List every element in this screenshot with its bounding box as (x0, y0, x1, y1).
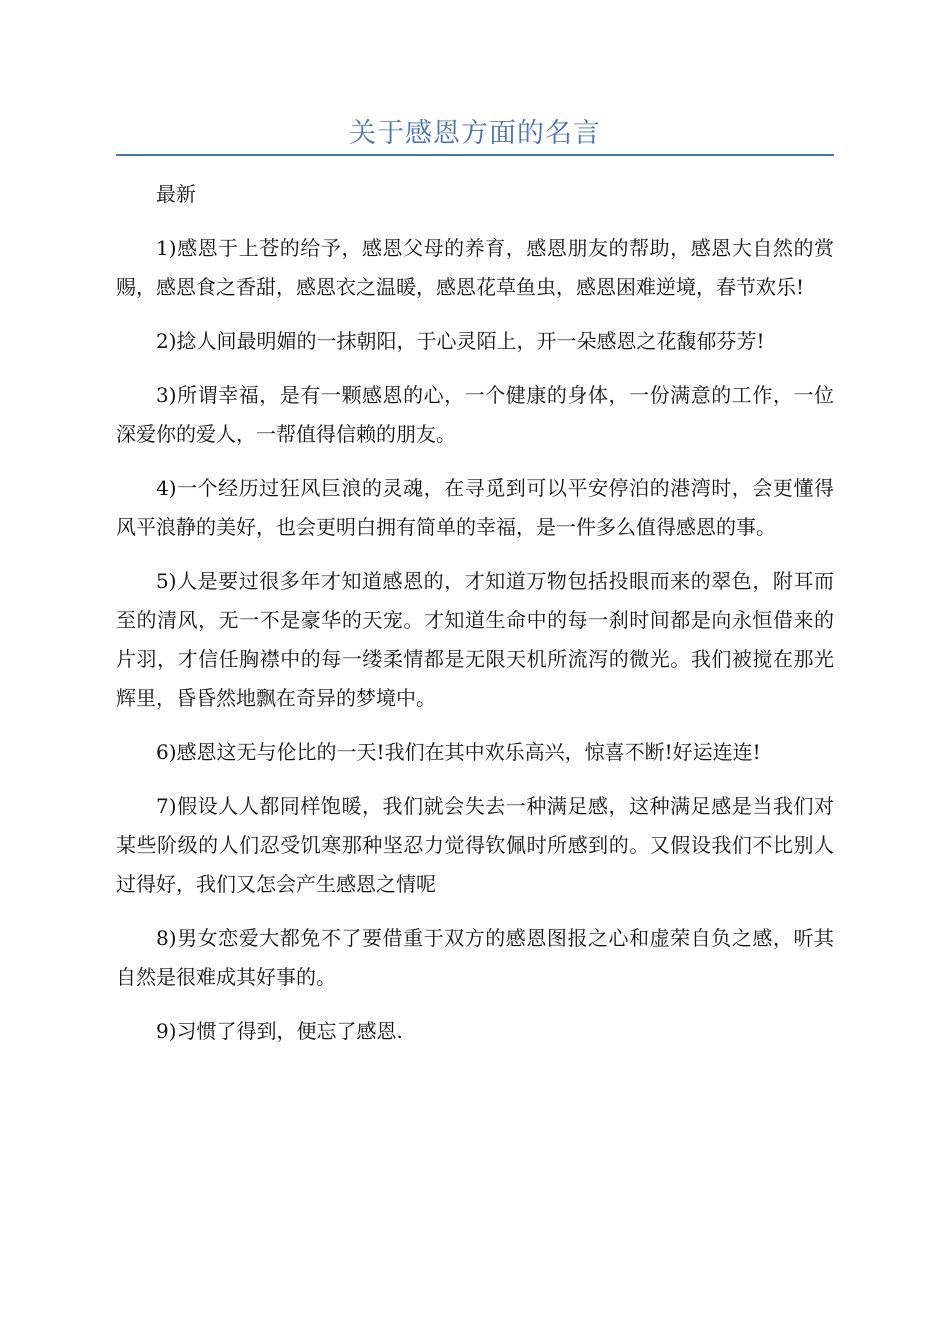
paragraph-quote-3: 3)所谓幸福，是有一颗感恩的心，一个健康的身体，一份满意的工作，一位深爱你的爱人，一帮值得信赖的朋友。 (116, 383, 834, 446)
page-title: 关于感恩方面的名言 (349, 118, 601, 149)
paragraph-subtitle: 最新 (156, 182, 196, 206)
document-body (116, 175, 834, 1066)
paragraph-quote-5: 5)人是要过很多年才知道感恩的，才知道万物包括投眼而来的翠色，附耳而至的清风，无一不是豪华的天宠。才知道生命中的每一刹时间都是向永恒借来的片羽，才信任胸襟中的每一缕柔情都是无限天机所流泻的微光。我们被搅在那光辉里，昏昏然地飘在奇异的梦境中。 (116, 569, 834, 710)
paragraph-quote-6: 6)感恩这无与伦比的一天!我们在其中欢乐高兴，惊喜不断!好运连连! (156, 740, 761, 764)
title-underline (116, 154, 834, 156)
paragraph-quote-8: 8)男女恋爱大都免不了要借重于双方的感恩图报之心和虚荣自负之感，听其自然是很难成其好事的。 (116, 926, 834, 989)
paragraph-quote-1: 1)感恩于上苍的给予，感恩父母的养育，感恩朋友的帮助，感恩大自然的赏赐，感恩食之香甜，感恩衣之温暖，感恩花草鱼虫，感恩困难逆境，春节欢乐! (116, 236, 834, 299)
paragraph-quote-2: 2)捻人间最明媚的一抹朝阳，于心灵陌上，开一朵感恩之花馥郁芬芳! (156, 329, 765, 353)
paragraph-quote-4: 4)一个经历过狂风巨浪的灵魂，在寻觅到可以平安停泊的港湾时，会更懂得风平浪静的美好，也会更明白拥有简单的幸福，是一件多么值得感恩的事。 (116, 476, 834, 539)
paragraph-quote-7: 7)假设人人都同样饱暖，我们就会失去一种满足感，这种满足感是当我们对某些阶级的人们忍受饥寒那种坚忍力觉得钦佩时所感到的。又假设我们不比别人过得好，我们又怎会产生感恩之情呢 (116, 794, 834, 896)
paragraph-quote-9: 9)习惯了得到，便忘了感恩. (156, 1019, 403, 1043)
